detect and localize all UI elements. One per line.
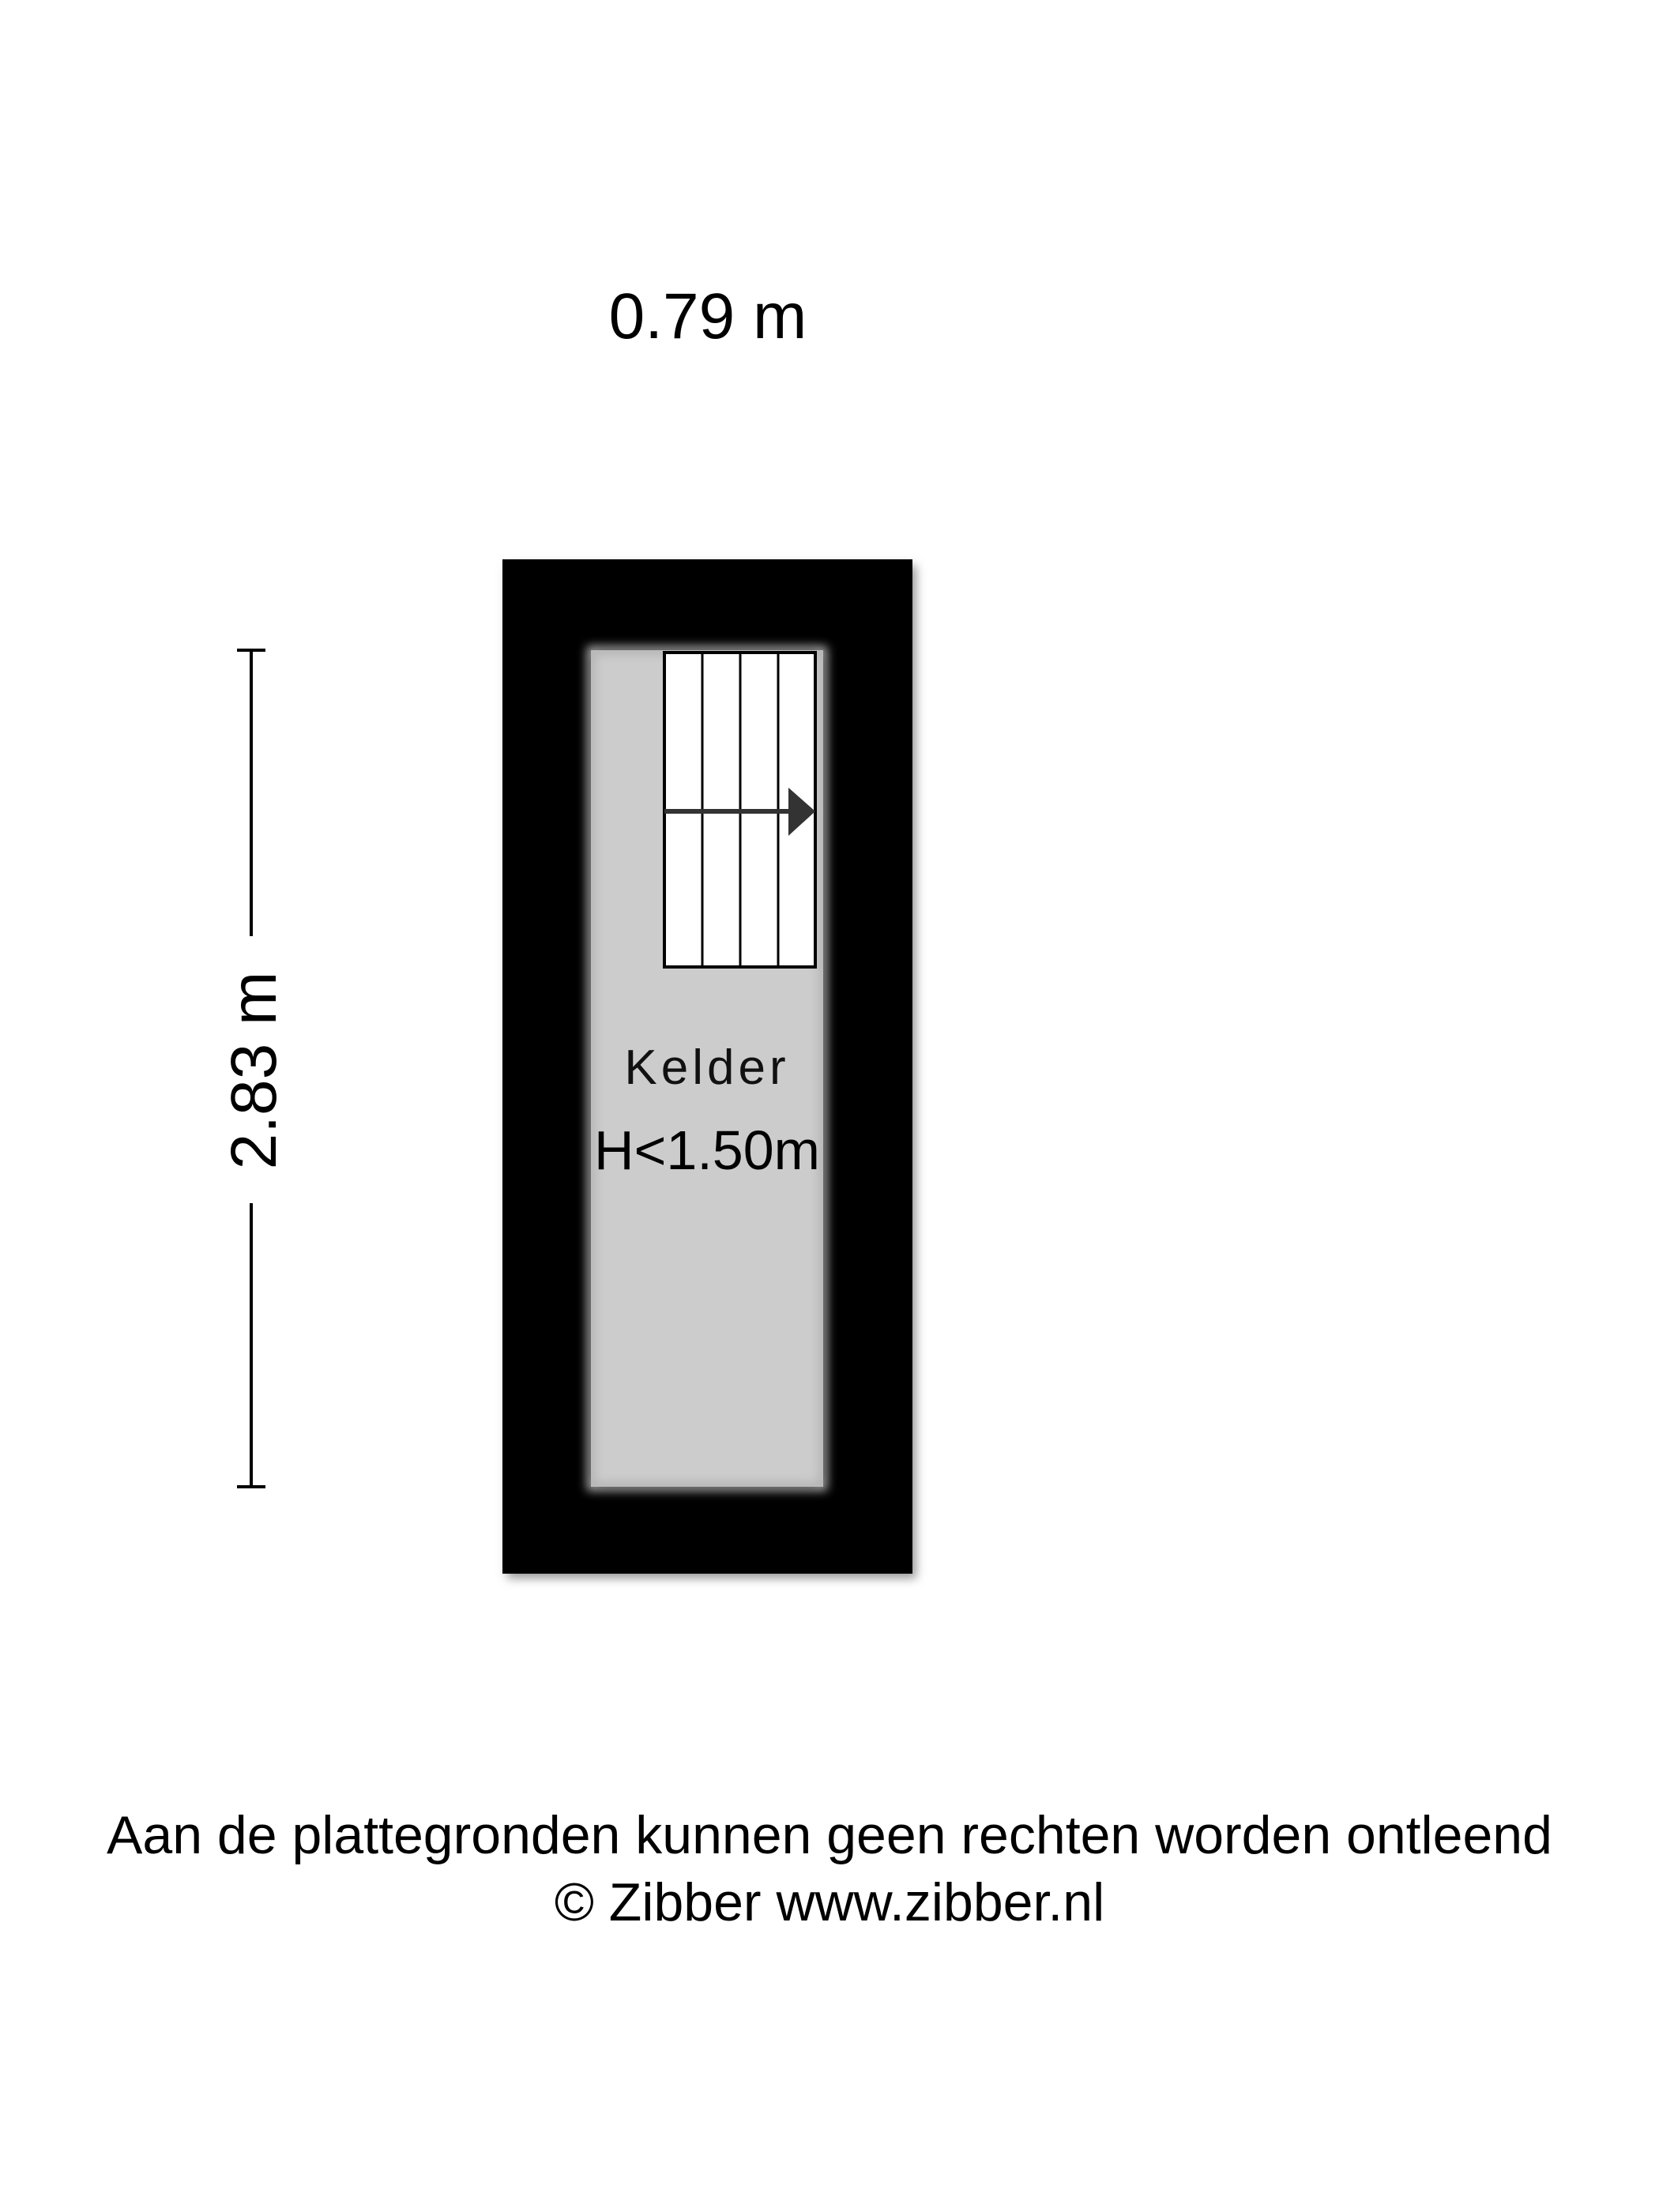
- width-dimension-label: 0.79 m: [608, 280, 807, 352]
- staircase: [664, 653, 815, 967]
- depth-dimension-label: 2.83 m: [218, 971, 290, 1170]
- room-name: Kelder: [624, 1040, 790, 1095]
- disclaimer-text: Aan de plattegronden kunnen geen rechten worden ontleend: [107, 1805, 1552, 1865]
- room-height: H<1.50m: [594, 1119, 820, 1181]
- copyright-text: © Zibber www.zibber.nl: [554, 1872, 1105, 1932]
